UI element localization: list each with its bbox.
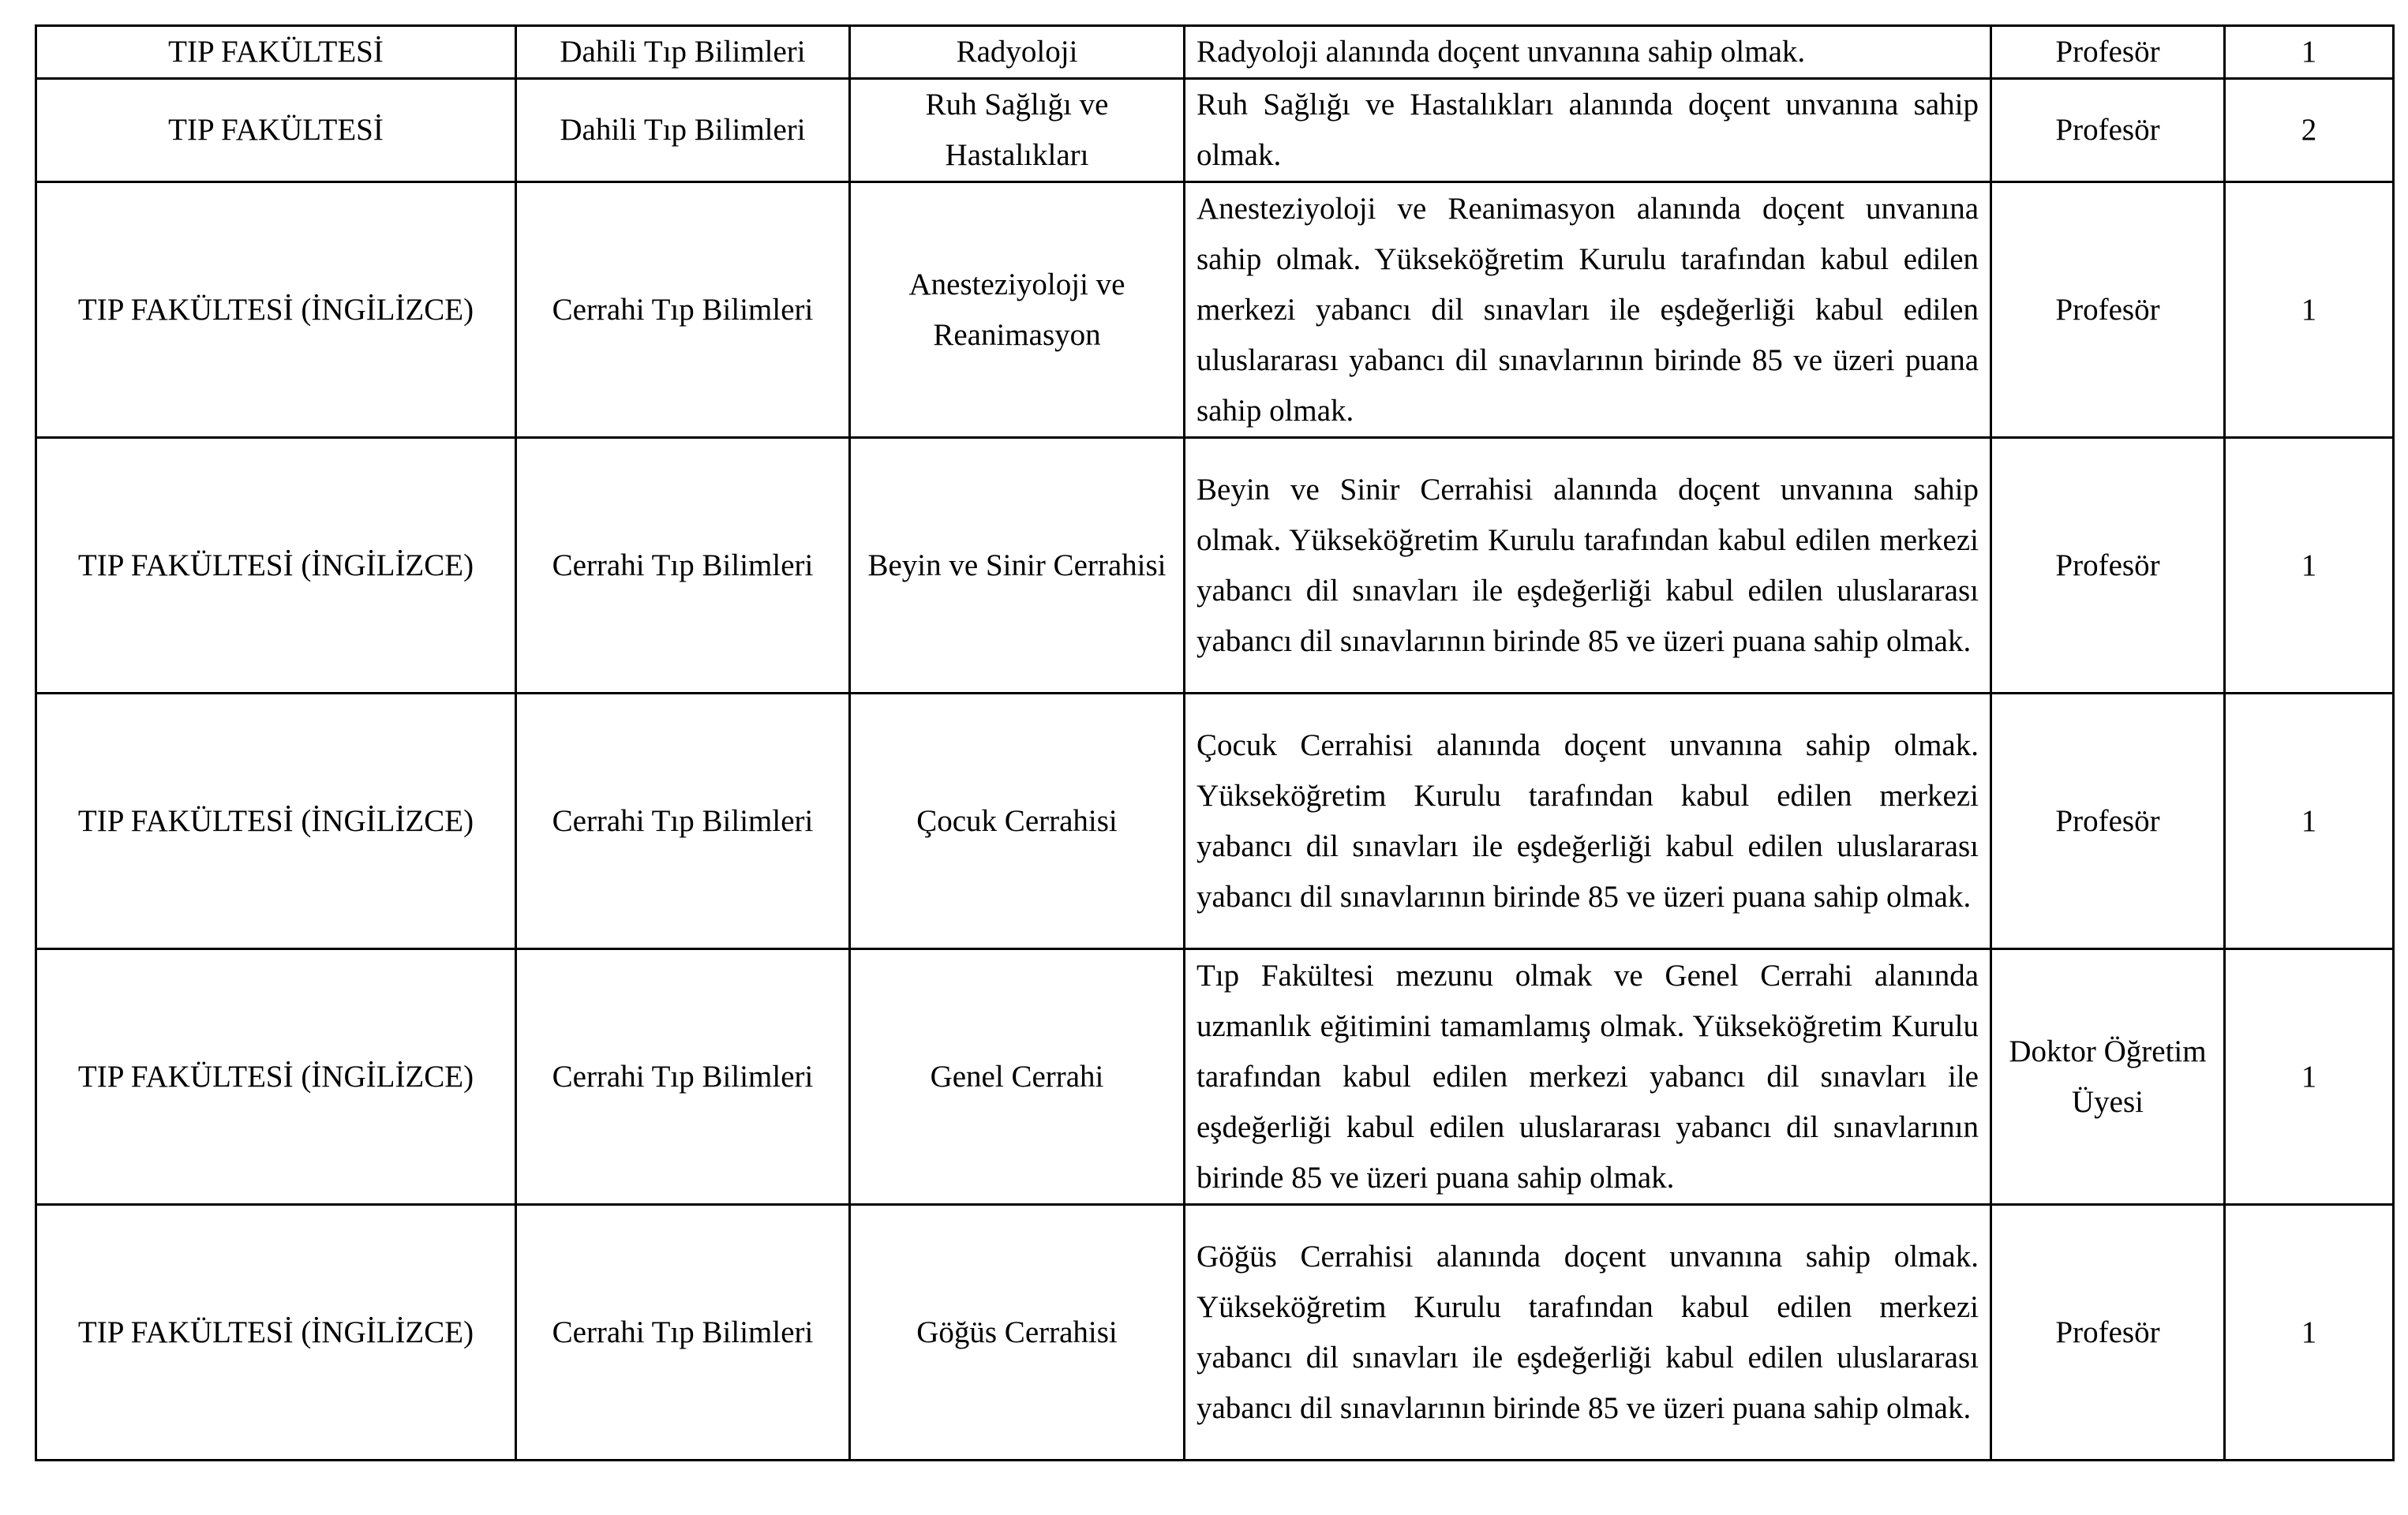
faculty-cell: TIP FAKÜLTESİ (İNGİLİZCE) xyxy=(36,949,516,1205)
title-cell: Doktor Öğretim Üyesi xyxy=(1991,949,2225,1205)
title-cell: Profesör xyxy=(1991,1205,2225,1461)
department-cell: Genel Cerrahi xyxy=(850,949,1185,1205)
requirement-cell: Anesteziyoloji ve Reanimasyon alanında doçent unvanına sahip olmak. Yükseköğretim Kurulu tarafından kabul edilen merkezi yabancı dil sınavları ile eşdeğerliği kabul edilen uluslararası yabancı dil sınavlarının birinde 85 ve üzeri puana sahip olmak. xyxy=(1185,182,1991,438)
requirement-cell: Beyin ve Sinir Cerrahisi alanında doçent unvanına sahip olmak. Yükseköğretim Kurulu tarafından kabul edilen merkezi yabancı dil sınavları ile eşdeğerliği kabul edilen uluslararası yabancı dil sınavlarının birinde 85 ve üzeri puana sahip olmak. xyxy=(1185,438,1991,694)
title-cell: Profesör xyxy=(1991,694,2225,949)
table-row xyxy=(36,438,2394,694)
faculty-cell: TIP FAKÜLTESİ xyxy=(36,79,516,182)
requirement-cell: Çocuk Cerrahisi alanında doçent unvanına sahip olmak. Yükseköğretim Kurulu tarafından kabul edilen merkezi yabancı dil sınavları ile eşdeğerliği kabul edilen uluslararası yabancı dil sınavlarının birinde 85 ve üzeri puana sahip olmak. xyxy=(1185,694,1991,949)
department-cell: Göğüs Cerrahisi xyxy=(850,1205,1185,1461)
title-cell: Profesör xyxy=(1991,438,2225,694)
faculty-cell: TIP FAKÜLTESİ (İNGİLİZCE) xyxy=(36,694,516,949)
division-cell: Cerrahi Tıp Bilimleri xyxy=(516,949,850,1205)
faculty-cell: TIP FAKÜLTESİ (İNGİLİZCE) xyxy=(36,182,516,438)
department-cell: Radyoloji xyxy=(850,26,1185,79)
department-cell: Beyin ve Sinir Cerrahisi xyxy=(850,438,1185,694)
table-row xyxy=(36,1205,2394,1461)
count-cell: 1 xyxy=(2225,694,2394,949)
division-cell: Cerrahi Tıp Bilimleri xyxy=(516,438,850,694)
count-cell: 1 xyxy=(2225,182,2394,438)
title-cell: Profesör xyxy=(1991,79,2225,182)
requirement-cell: Radyoloji alanında doçent unvanına sahip olmak. xyxy=(1185,26,1991,79)
division-cell: Cerrahi Tıp Bilimleri xyxy=(516,182,850,438)
division-cell: Dahili Tıp Bilimleri xyxy=(516,79,850,182)
department-cell: Anesteziyoloji ve Reanimasyon xyxy=(850,182,1185,438)
title-cell: Profesör xyxy=(1991,26,2225,79)
requirement-cell: Göğüs Cerrahisi alanında doçent unvanına sahip olmak. Yükseköğretim Kurulu tarafından kabul edilen merkezi yabancı dil sınavları ile eşdeğerliği kabul edilen uluslararası yabancı dil sınavlarının birinde 85 ve üzeri puana sahip olmak. xyxy=(1185,1205,1991,1461)
table-row xyxy=(36,694,2394,949)
faculty-cell: TIP FAKÜLTESİ xyxy=(36,26,516,79)
table-row xyxy=(36,949,2394,1205)
requirement-cell: Tıp Fakültesi mezunu olmak ve Genel Cerrahi alanında uzmanlık eğitimini tamamlamış olmak. Yükseköğretim Kurulu tarafından kabul edilen merkezi yabancı dil sınavları ile eşdeğerliği kabul edilen uluslararası yabancı dil sınavlarının birinde 85 ve üzeri puana sahip olmak. xyxy=(1185,949,1991,1205)
division-cell: Cerrahi Tıp Bilimleri xyxy=(516,1205,850,1461)
staff-positions-table xyxy=(35,24,2395,1461)
faculty-cell: TIP FAKÜLTESİ (İNGİLİZCE) xyxy=(36,1205,516,1461)
count-cell: 1 xyxy=(2225,1205,2394,1461)
count-cell: 1 xyxy=(2225,438,2394,694)
title-cell: Profesör xyxy=(1991,182,2225,438)
count-cell: 1 xyxy=(2225,26,2394,79)
requirement-cell: Ruh Sağlığı ve Hastalıkları alanında doçent unvanına sahip olmak. xyxy=(1185,79,1991,182)
table-row xyxy=(36,79,2394,182)
division-cell: Dahili Tıp Bilimleri xyxy=(516,26,850,79)
faculty-cell: TIP FAKÜLTESİ (İNGİLİZCE) xyxy=(36,438,516,694)
count-cell: 1 xyxy=(2225,949,2394,1205)
department-cell: Ruh Sağlığı ve Hastalıkları xyxy=(850,79,1185,182)
count-cell: 2 xyxy=(2225,79,2394,182)
table-row xyxy=(36,26,2394,79)
department-cell: Çocuk Cerrahisi xyxy=(850,694,1185,949)
division-cell: Cerrahi Tıp Bilimleri xyxy=(516,694,850,949)
table-row xyxy=(36,182,2394,438)
